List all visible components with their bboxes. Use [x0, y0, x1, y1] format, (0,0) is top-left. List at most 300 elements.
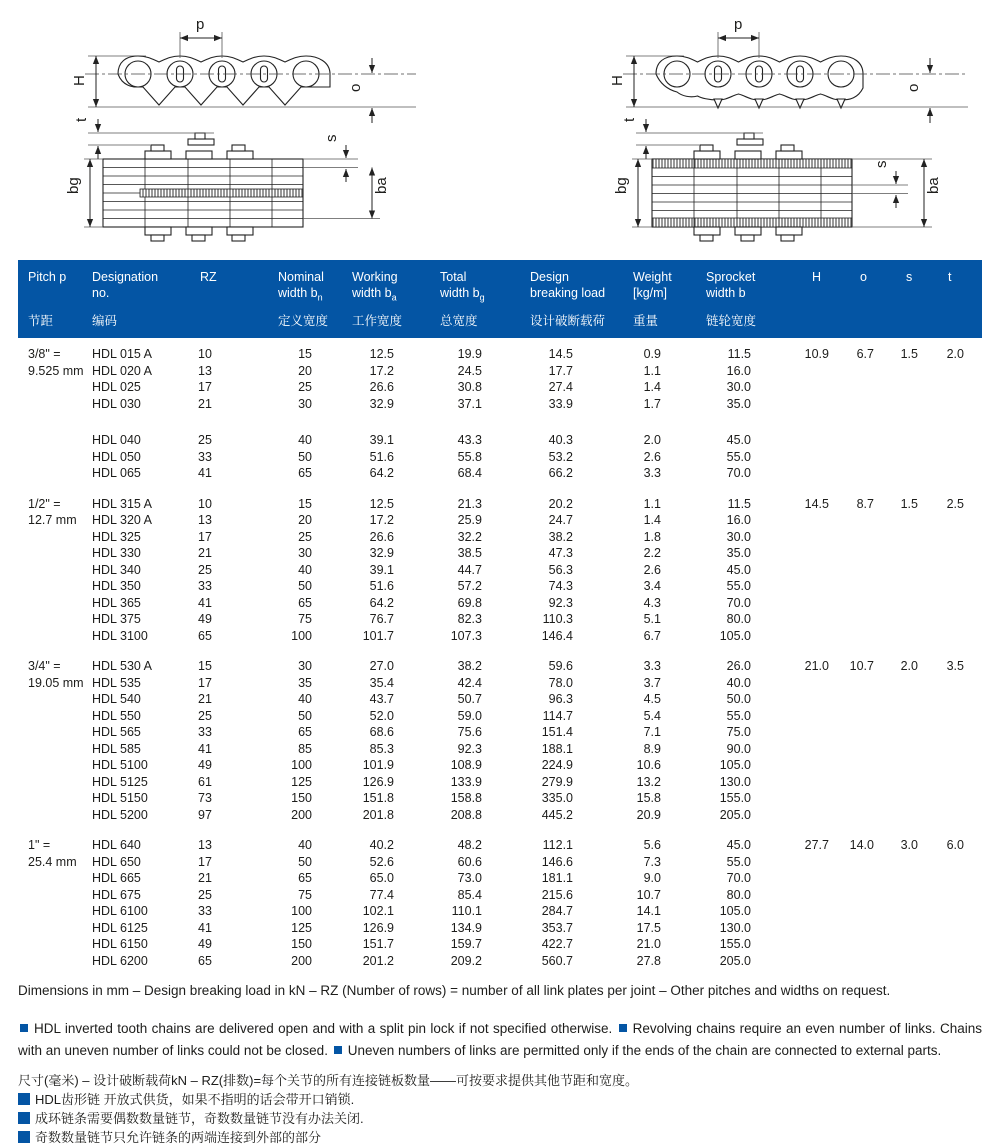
dimensions-note-en: Dimensions in mm – Design breaking load in kN – RZ (Number of rows) = number of all link plates per joint – Other pitches and widths on request. — [18, 983, 891, 998]
cell-sprocket-width: 55.0 — [726, 854, 751, 869]
cell-breaking-load: 215.6 — [541, 887, 573, 902]
column-header — [706, 269, 812, 327]
column-header-en: Nominal width $b_n$ — [278, 270, 324, 303]
cell-t — [918, 562, 964, 579]
cell-designation: HDL 6125 — [92, 920, 148, 935]
cell-nominal-width: 15 — [298, 347, 312, 361]
cell-H — [751, 757, 829, 774]
cell-t — [918, 432, 964, 449]
cell-o — [829, 854, 874, 871]
technical-drawings — [0, 0, 1000, 254]
cell-designation: HDL 6100 — [92, 904, 148, 918]
cell-t — [918, 887, 964, 904]
cell-breaking-load: 59.6 — [548, 659, 573, 673]
cell-weight: 2.6 — [643, 449, 661, 464]
chain-drawing-left — [40, 12, 460, 254]
cell-o — [829, 628, 874, 645]
column-header-zh: 工作宽度 — [352, 314, 403, 328]
cell-sprocket-width: 11.5 — [727, 496, 751, 511]
cell-rz: 21 — [198, 546, 212, 560]
cell-rz: 25 — [198, 562, 212, 577]
cell-rz: 21 — [198, 871, 212, 885]
cell-working-width: 43.7 — [369, 692, 394, 706]
cell-designation: HDL 3100 — [92, 628, 148, 643]
table-row — [92, 562, 964, 579]
cell-t — [918, 724, 964, 741]
cell-o — [829, 529, 874, 546]
cell-working-width: 126.9 — [362, 920, 394, 935]
cell-total-width: 92.3 — [457, 741, 482, 756]
cell-o: 10.7 — [849, 659, 874, 673]
cell-rz: 17 — [198, 529, 212, 544]
cell-designation: HDL 675 — [92, 887, 141, 902]
cell-designation: HDL 5100 — [92, 758, 148, 772]
cell-total-width: 42.4 — [457, 675, 482, 690]
cell-rz: 97 — [198, 807, 212, 822]
dim-label-s: s — [873, 160, 890, 168]
column-header-zh: 设计破断载荷 — [530, 314, 606, 328]
cell-designation: HDL 665 — [92, 871, 141, 885]
bullet-square-icon — [18, 1131, 30, 1143]
cell-breaking-load: 38.2 — [548, 529, 573, 544]
cell-designation: HDL 530 A — [92, 659, 152, 673]
cell-t — [918, 379, 964, 396]
cell-weight: 1.7 — [643, 396, 661, 411]
section-rows — [92, 658, 964, 823]
cell-breaking-load: 224.9 — [541, 758, 573, 772]
table-row — [92, 529, 964, 546]
cell-sprocket-width: 45.0 — [726, 562, 751, 577]
cell-working-width: 52.6 — [369, 854, 394, 869]
bullet-square-icon — [18, 1112, 30, 1124]
column-header — [440, 269, 530, 327]
cell-sprocket-width: 35.0 — [726, 396, 751, 411]
table-row — [92, 807, 964, 824]
dim-label-p: p — [734, 16, 743, 33]
cell-breaking-load: 96.3 — [548, 692, 573, 706]
cell-H — [751, 412, 829, 432]
cell-H — [751, 887, 829, 904]
cell-total-width: 82.3 — [457, 612, 482, 626]
cell-designation: HDL 585 — [92, 741, 141, 756]
cell-working-width: 32.9 — [369, 396, 394, 411]
cell-t — [918, 920, 964, 937]
cell-o — [829, 724, 874, 741]
cell-designation: HDL 5200 — [92, 807, 148, 822]
cell-nominal-width: 40 — [298, 433, 312, 447]
cell-H — [751, 628, 829, 645]
cell-total-width: 57.2 — [457, 579, 482, 593]
cell-designation: HDL 015 A — [92, 347, 152, 361]
bullet-note-en: Revolving chains require an even number of links. Chains with an uneven number of links could not be closed. — [18, 1021, 982, 1058]
cell-H: 27.7 — [804, 838, 829, 852]
cell-working-width: 76.7 — [369, 612, 394, 626]
cell-breaking-load: 40.3 — [548, 433, 573, 447]
cell-o — [829, 595, 874, 612]
bullet-notes-en — [18, 1018, 982, 1062]
dim-label-s: s — [323, 134, 340, 142]
cell-s — [874, 757, 918, 774]
cell-rz: 33 — [198, 449, 212, 464]
cell-designation: HDL 320 A — [92, 513, 152, 527]
cell-total-width: 85.4 — [457, 887, 482, 902]
cell-s: 1.5 — [900, 347, 918, 361]
cell-nominal-width: 65 — [298, 466, 312, 480]
cell-sprocket-width: 30.0 — [726, 529, 751, 544]
cell-nominal-width: 40 — [298, 692, 312, 706]
cell-rz: 41 — [198, 595, 212, 610]
dim-label-bg: bg — [613, 177, 630, 194]
table-row — [92, 363, 964, 380]
cell-H — [751, 595, 829, 612]
dim-label-bg: bg — [65, 177, 82, 194]
cell-breaking-load: 78.0 — [548, 675, 573, 690]
pitch-label: 1/2" = 12.7 mm — [28, 496, 77, 527]
cell-o — [829, 432, 874, 449]
cell-total-width: 158.8 — [450, 791, 482, 805]
cell-total-width: 68.4 — [457, 466, 482, 480]
cell-s — [874, 741, 918, 758]
cell-breaking-load: 146.6 — [541, 854, 573, 869]
cell-weight — [573, 412, 661, 432]
column-header-en: Weight [kg/m] — [633, 270, 672, 300]
cell-t: 2.5 — [946, 496, 964, 511]
cell-rz: 41 — [198, 466, 212, 480]
table-row — [92, 379, 964, 396]
cell-o — [829, 741, 874, 758]
table-row — [92, 545, 964, 562]
cell-o — [829, 611, 874, 628]
pitch-label: 3/4" = 19.05 mm — [28, 659, 84, 690]
cell-t — [918, 774, 964, 791]
column-header-en: H — [812, 270, 822, 284]
cell-o — [829, 675, 874, 692]
cell-weight: 7.3 — [643, 854, 661, 869]
column-header-zh: 定义宽度 — [278, 314, 329, 328]
cell-rz: 33 — [198, 725, 212, 739]
column-header-en: Design breaking load — [530, 270, 606, 300]
cell-s — [874, 708, 918, 725]
cell-nominal-width: 200 — [291, 953, 312, 968]
cell-o — [829, 887, 874, 904]
cell-total-width: 110.1 — [451, 904, 482, 918]
cell-s — [874, 628, 918, 645]
cell-t — [918, 412, 964, 432]
cell-H — [751, 578, 829, 595]
cell-weight: 1.1 — [643, 496, 661, 511]
table-row — [92, 870, 964, 887]
cell-rz: 25 — [198, 708, 212, 723]
cell-breaking-load: 27.4 — [548, 380, 573, 394]
cell-nominal-width: 25 — [298, 529, 312, 544]
cell-total-width: 60.6 — [457, 854, 482, 869]
cell-designation — [92, 412, 196, 432]
cell-H — [751, 562, 829, 579]
cell-weight: 14.1 — [636, 904, 661, 918]
cell-o — [829, 920, 874, 937]
cell-rz: 13 — [198, 513, 212, 527]
cell-breaking-load: 112.1 — [542, 838, 573, 852]
cell-designation: HDL 540 — [92, 692, 141, 706]
cell-nominal-width: 85 — [298, 741, 312, 756]
cell-o — [829, 936, 874, 953]
cell-weight: 7.1 — [643, 725, 661, 739]
cell-weight: 17.5 — [636, 920, 661, 935]
column-header — [352, 269, 440, 327]
cell-rz — [196, 412, 236, 432]
table-row — [92, 790, 964, 807]
cell-H — [751, 920, 829, 937]
cell-weight: 1.1 — [643, 363, 661, 378]
cell-sprocket-width: 70.0 — [726, 466, 751, 480]
cell-nominal-width: 15 — [298, 496, 312, 511]
cell-weight: 2.0 — [643, 433, 661, 447]
cell-breaking-load: 66.2 — [548, 466, 573, 480]
cell-t — [918, 708, 964, 725]
column-header — [530, 269, 633, 327]
pitch-section — [18, 346, 982, 482]
dimensions-note-zh: 尺寸(毫米) – 设计破断载荷kN – RZ(排数)=每个关节的所有连接链板数量——可按要求提供其他节距和宽度。 — [18, 1073, 639, 1088]
cell-s — [874, 920, 918, 937]
cell-designation: HDL 340 — [92, 562, 141, 577]
cell-working-width: 51.6 — [369, 579, 394, 593]
cell-breaking-load: 14.5 — [548, 347, 573, 361]
cell-sprocket-width: 55.0 — [726, 449, 751, 464]
cell-total-width: 48.2 — [457, 838, 482, 852]
cell-rz: 17 — [198, 854, 212, 869]
cell-rz: 17 — [198, 675, 212, 690]
column-header — [633, 269, 706, 327]
cell-working-width: 65.0 — [369, 871, 394, 885]
cell-H — [751, 512, 829, 529]
cell-t: 3.5 — [946, 659, 964, 673]
table-row — [92, 708, 964, 725]
cell-sprocket-width: 80.0 — [726, 887, 751, 902]
cell-s — [874, 449, 918, 466]
table-body — [18, 338, 982, 969]
cell-rz: 13 — [198, 363, 212, 378]
cell-s — [874, 595, 918, 612]
column-header-zh — [860, 311, 906, 327]
cell-sprocket-width: 45.0 — [726, 838, 751, 852]
cell-H — [751, 724, 829, 741]
cell-breaking-load: 181.1 — [541, 871, 573, 885]
cell-nominal-width: 65 — [298, 725, 312, 739]
cell-working-width: 64.2 — [369, 595, 394, 610]
cell-H — [751, 529, 829, 546]
cell-s — [874, 903, 918, 920]
cell-working-width: 68.6 — [369, 725, 394, 739]
cell-total-width: 24.5 — [457, 363, 482, 378]
cell-rz: 21 — [198, 692, 212, 706]
table-row — [92, 724, 964, 741]
column-header-zh: 重量 — [633, 314, 659, 328]
cell-t — [918, 854, 964, 871]
cell-rz: 49 — [198, 937, 212, 951]
dim-label-o: o — [347, 83, 364, 92]
dim-label-t: t — [621, 117, 638, 122]
column-header-zh — [812, 311, 860, 327]
cell-nominal-width: 50 — [298, 854, 312, 869]
cell-H — [751, 708, 829, 725]
cell-nominal-width: 200 — [291, 807, 312, 822]
cell-sprocket-width: 35.0 — [726, 546, 751, 560]
cell-working-width: 12.5 — [369, 347, 394, 361]
cell-total-width: 38.2 — [457, 659, 482, 673]
cell-designation: HDL 030 — [92, 396, 141, 411]
cell-nominal-width: 50 — [298, 708, 312, 723]
cell-working-width: 12.5 — [369, 496, 394, 511]
cell-weight: 3.3 — [643, 466, 661, 480]
cell-breaking-load: 353.7 — [541, 920, 573, 935]
cell-nominal-width: 20 — [298, 513, 312, 527]
table-row — [92, 412, 964, 432]
cell-o — [829, 363, 874, 380]
table-row — [92, 741, 964, 758]
cell-rz: 33 — [198, 579, 212, 593]
cell-t — [918, 936, 964, 953]
cell-s — [874, 936, 918, 953]
cell-s — [874, 870, 918, 887]
cell-working-width: 26.6 — [369, 529, 394, 544]
cell-weight: 6.7 — [643, 628, 661, 643]
cell-s — [874, 529, 918, 546]
bullet-note-zh: 成环链条需要偶数数量链节，奇数数量链节没有办法关闭. — [18, 1109, 982, 1128]
cell-t — [918, 611, 964, 628]
table-row — [92, 611, 964, 628]
cell-designation: HDL 315 A — [92, 496, 152, 511]
cell-designation: HDL 375 — [92, 612, 141, 626]
cell-rz: 13 — [198, 838, 212, 852]
cell-total-width: 134.9 — [450, 920, 482, 935]
cell-total-width: 44.7 — [457, 562, 482, 577]
cell-o — [829, 807, 874, 824]
bullet-square-icon — [18, 1093, 30, 1105]
cell-designation: HDL 640 — [92, 838, 141, 852]
cell-total-width: 59.0 — [457, 708, 482, 723]
cell-designation: HDL 325 — [92, 529, 141, 544]
cell-s — [874, 363, 918, 380]
cell-sprocket-width: 155.0 — [719, 791, 751, 805]
cell-designation: HDL 350 — [92, 579, 141, 593]
table-row — [92, 396, 964, 413]
column-header-en: o — [860, 270, 867, 284]
cell-sprocket-width: 16.0 — [726, 513, 751, 527]
cell-sprocket-width: 130.0 — [719, 774, 751, 789]
cell-nominal-width: 150 — [291, 937, 312, 951]
spec-table — [18, 260, 982, 969]
cell-s — [874, 724, 918, 741]
cell-nominal-width: 75 — [298, 612, 312, 626]
cell-rz: 21 — [198, 396, 212, 411]
cell-nominal-width: 125 — [291, 920, 312, 935]
cell-sprocket-width: 26.0 — [726, 659, 751, 673]
cell-designation: HDL 020 A — [92, 363, 152, 378]
cell-total-width: 108.9 — [450, 758, 482, 772]
cell-designation: HDL 365 — [92, 595, 141, 610]
table-row — [92, 854, 964, 871]
bullet-notes-zh — [18, 1090, 982, 1147]
table-row — [92, 449, 964, 466]
cell-weight: 2.2 — [643, 546, 661, 560]
cell-total-width: 159.7 — [450, 937, 482, 951]
cell-rz: 65 — [198, 628, 212, 643]
cell-designation: HDL 650 — [92, 854, 141, 869]
cell-o — [829, 512, 874, 529]
cell-nominal-width: 150 — [291, 791, 312, 805]
cell-weight: 1.4 — [643, 380, 661, 394]
cell-weight: 5.6 — [643, 838, 661, 852]
cell-total-width: 21.3 — [457, 496, 482, 511]
cell-weight: 5.1 — [643, 612, 661, 626]
cell-s — [874, 465, 918, 482]
dim-label-t: t — [73, 117, 90, 122]
table-row — [92, 346, 964, 363]
cell-designation: HDL 535 — [92, 675, 141, 690]
cell-working-width: 17.2 — [369, 363, 394, 378]
dim-label-H: H — [71, 75, 88, 86]
cell-weight: 4.5 — [643, 692, 661, 706]
cell-o: 6.7 — [856, 347, 874, 361]
bullet-square-icon — [334, 1046, 342, 1054]
cell-sprocket-width: 30.0 — [726, 380, 751, 394]
table-header — [18, 260, 982, 338]
cell-breaking-load: 92.3 — [548, 595, 573, 610]
cell-sprocket-width: 105.0 — [719, 628, 751, 643]
pitch-section — [18, 496, 982, 645]
chain-drawing-right — [592, 12, 988, 254]
cell-s — [874, 562, 918, 579]
cell-t: 6.0 — [946, 838, 964, 852]
table-row — [92, 691, 964, 708]
cell-breaking-load: 114.7 — [542, 708, 573, 723]
cell-H — [751, 854, 829, 871]
dim-label-ba: ba — [373, 177, 390, 194]
cell-t — [918, 449, 964, 466]
cell-o — [829, 465, 874, 482]
cell-breaking-load: 422.7 — [541, 937, 573, 951]
column-header — [92, 269, 200, 327]
column-header — [200, 269, 278, 327]
cell-sprocket-width: 155.0 — [719, 937, 751, 951]
table-row — [92, 628, 964, 645]
cell-t — [918, 953, 964, 970]
cell-H — [751, 774, 829, 791]
cell-sprocket-width: 105.0 — [719, 758, 751, 772]
cell-rz: 15 — [198, 659, 212, 673]
cell-s — [874, 432, 918, 449]
table-row — [92, 595, 964, 612]
cell-total-width: 55.8 — [457, 449, 482, 464]
cell-nominal-width: 50 — [298, 449, 312, 464]
cell-o — [829, 953, 874, 970]
cell-t — [918, 757, 964, 774]
cell-weight: 13.2 — [636, 774, 661, 789]
cell-weight: 15.8 — [636, 791, 661, 805]
cell-breaking-load: 445.2 — [541, 807, 573, 822]
cell-weight: 8.9 — [643, 741, 661, 756]
cell-breaking-load: 20.2 — [548, 496, 573, 511]
table-row — [92, 920, 964, 937]
cell-weight: 3.7 — [643, 675, 661, 690]
cell-s — [874, 854, 918, 871]
cell-total-width: 25.9 — [457, 513, 482, 527]
cell-s — [874, 675, 918, 692]
cell-working-width: 32.9 — [369, 546, 394, 560]
cell-nominal-width: 100 — [291, 904, 312, 918]
cell-designation: HDL 025 — [92, 380, 141, 394]
cell-s — [874, 774, 918, 791]
